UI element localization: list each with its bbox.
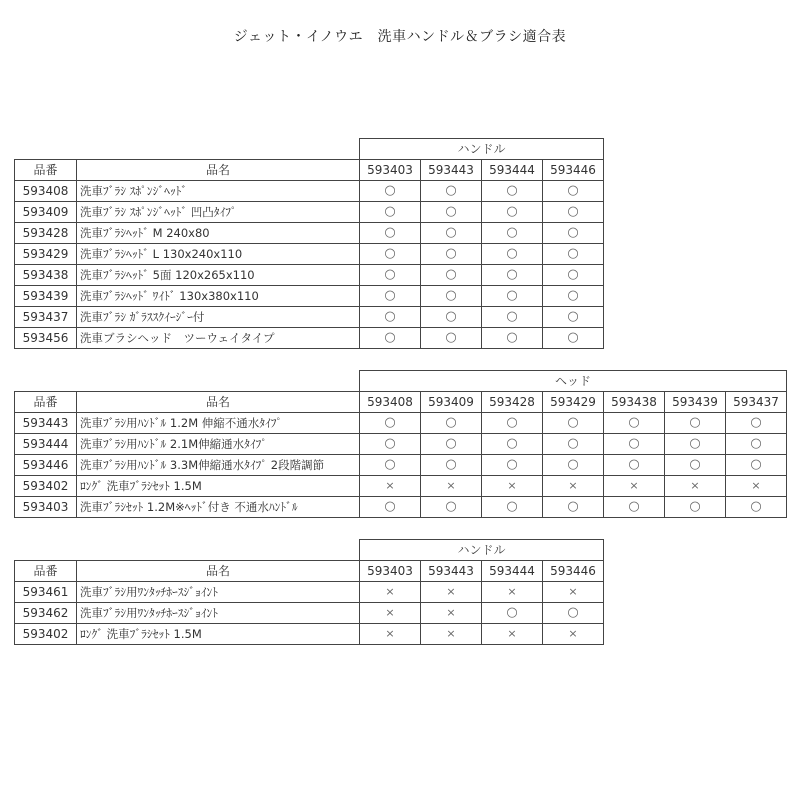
- table-row: [15, 476, 787, 497]
- compat-mark: ○: [543, 603, 604, 624]
- part-no: 593446: [15, 455, 77, 476]
- part-no: 593402: [15, 476, 77, 497]
- column-header-code: 593446: [543, 561, 604, 582]
- compat-mark: ○: [543, 307, 604, 328]
- compat-mark: ○: [482, 223, 543, 244]
- compat-mark: ○: [421, 497, 482, 518]
- compat-mark: ○: [360, 244, 421, 265]
- column-header-code: 593444: [482, 561, 543, 582]
- compat-mark: ×: [360, 582, 421, 603]
- column-header-code: 593443: [421, 561, 482, 582]
- compat-mark: ○: [482, 265, 543, 286]
- compat-mark: ○: [665, 497, 726, 518]
- compat-mark: ○: [482, 603, 543, 624]
- compat-mark: ○: [543, 223, 604, 244]
- product-name: 洗車ﾌﾞﾗｼ用ﾊﾝﾄﾞﾙ 3.3M伸縮通水ﾀｲﾌﾟ 2段階調節: [77, 455, 360, 476]
- column-header-part-no: 品番: [15, 561, 77, 582]
- column-header-code: 593446: [543, 160, 604, 181]
- compat-mark: ○: [482, 244, 543, 265]
- compat-mark: ○: [665, 413, 726, 434]
- table-row: [15, 582, 604, 603]
- compat-table-handles-vs-heads: [14, 370, 787, 518]
- product-name: 洗車ﾌﾞﾗｼ用ﾜﾝﾀｯﾁﾎｰｽｼﾞｮｲﾝﾄ: [77, 603, 360, 624]
- column-header-name: 品名: [77, 160, 360, 181]
- product-name: 洗車ﾌﾞﾗｼ用ﾜﾝﾀｯﾁﾎｰｽｼﾞｮｲﾝﾄ: [77, 582, 360, 603]
- compat-mark: ○: [604, 497, 665, 518]
- compat-mark: ○: [421, 223, 482, 244]
- compat-mark: ○: [726, 413, 787, 434]
- column-header-code: 593439: [665, 392, 726, 413]
- part-no: 593443: [15, 413, 77, 434]
- compat-mark: ○: [421, 181, 482, 202]
- compat-mark: ○: [360, 307, 421, 328]
- product-name: 洗車ﾌﾞﾗｼﾍｯﾄﾞ ﾜｲﾄﾞ 130x380x110: [77, 286, 360, 307]
- compat-mark: ○: [604, 455, 665, 476]
- table-row: [15, 181, 604, 202]
- column-header-code: 593409: [421, 392, 482, 413]
- part-no: 593438: [15, 265, 77, 286]
- compat-mark: ○: [421, 328, 482, 349]
- compat-mark: ×: [482, 476, 543, 497]
- compat-mark: ○: [360, 413, 421, 434]
- column-header-code: 593437: [726, 392, 787, 413]
- compat-mark: ×: [543, 582, 604, 603]
- compat-mark: ○: [543, 265, 604, 286]
- column-header-code: 593408: [360, 392, 421, 413]
- compat-mark: ○: [665, 434, 726, 455]
- product-name: 洗車ﾌﾞﾗｼ用ﾊﾝﾄﾞﾙ 1.2M 伸縮不通水ﾀｲﾌﾟ: [77, 413, 360, 434]
- product-name: 洗車ﾌﾞﾗｼﾍｯﾄﾞ M 240x80: [77, 223, 360, 244]
- compat-mark: ○: [482, 202, 543, 223]
- table-row: [15, 434, 787, 455]
- compat-mark: ×: [360, 603, 421, 624]
- column-header-part-no: 品番: [15, 392, 77, 413]
- column-header-code: 593438: [604, 392, 665, 413]
- part-no: 593456: [15, 328, 77, 349]
- column-header-part-no: 品番: [15, 160, 77, 181]
- table-row: [15, 328, 604, 349]
- compat-mark: ○: [482, 181, 543, 202]
- compat-mark: ○: [421, 202, 482, 223]
- part-no: 593409: [15, 202, 77, 223]
- compat-mark: ○: [482, 328, 543, 349]
- compat-mark: ×: [543, 476, 604, 497]
- compat-mark: ×: [421, 603, 482, 624]
- compat-mark: ○: [543, 434, 604, 455]
- table-row: [15, 624, 604, 645]
- compat-mark: ○: [421, 286, 482, 307]
- compat-table-heads-vs-handles: [14, 138, 604, 349]
- compat-mark: ○: [421, 307, 482, 328]
- compat-mark: ×: [360, 476, 421, 497]
- compat-mark: ○: [482, 307, 543, 328]
- product-name: 洗車ﾌﾞﾗｼ用ﾊﾝﾄﾞﾙ 2.1M伸縮通水ﾀｲﾌﾟ: [77, 434, 360, 455]
- part-no: 593429: [15, 244, 77, 265]
- product-name: 洗車ブラシヘッド ツーウェイタイプ: [77, 328, 360, 349]
- compat-mark: ○: [360, 497, 421, 518]
- part-no: 593403: [15, 497, 77, 518]
- compat-mark: ×: [665, 476, 726, 497]
- compat-mark: ○: [421, 455, 482, 476]
- part-no: 593439: [15, 286, 77, 307]
- compat-mark: ○: [543, 202, 604, 223]
- table-row: [15, 307, 604, 328]
- compat-mark: ○: [665, 455, 726, 476]
- part-no: 593402: [15, 624, 77, 645]
- compat-mark: ○: [421, 244, 482, 265]
- compat-mark: ○: [604, 413, 665, 434]
- compat-mark: ○: [482, 455, 543, 476]
- page-title: ジェット・イノウエ 洗車ハンドル＆ブラシ適合表: [233, 29, 567, 45]
- product-name: ﾛﾝｸﾞ 洗車ﾌﾞﾗｼｾｯﾄ 1.5M: [77, 476, 360, 497]
- compat-mark: ○: [543, 328, 604, 349]
- table-row: [15, 223, 604, 244]
- product-name: 洗車ﾌﾞﾗｼ ｽﾎﾟﾝｼﾞﾍｯﾄﾞ 凹凸ﾀｲﾌﾟ: [77, 202, 360, 223]
- part-no: 593462: [15, 603, 77, 624]
- product-name: 洗車ﾌﾞﾗｼ ｽﾎﾟﾝｼﾞﾍｯﾄﾞ: [77, 181, 360, 202]
- compat-mark: ○: [482, 413, 543, 434]
- compat-mark: ×: [421, 582, 482, 603]
- compat-mark: ○: [360, 223, 421, 244]
- compat-mark: ○: [726, 455, 787, 476]
- column-header-code: 593428: [482, 392, 543, 413]
- compat-mark: ○: [360, 434, 421, 455]
- compat-mark: ×: [604, 476, 665, 497]
- compat-mark: ×: [543, 624, 604, 645]
- compat-mark: ○: [360, 265, 421, 286]
- compat-mark: ○: [482, 497, 543, 518]
- compat-mark: ○: [482, 286, 543, 307]
- compat-mark: ×: [360, 624, 421, 645]
- group-header: ハンドル: [360, 540, 604, 561]
- compat-mark: ○: [604, 434, 665, 455]
- compat-mark: ○: [421, 434, 482, 455]
- table-row: [15, 455, 787, 476]
- compat-mark: ○: [421, 413, 482, 434]
- compat-mark: ○: [543, 286, 604, 307]
- column-header-code: 593444: [482, 160, 543, 181]
- table-row: [15, 202, 604, 223]
- compat-mark: ○: [543, 413, 604, 434]
- compat-mark: ○: [543, 181, 604, 202]
- product-name: 洗車ﾌﾞﾗｼﾍｯﾄﾞ 5面 120x265x110: [77, 265, 360, 286]
- part-no: 593437: [15, 307, 77, 328]
- table-row: [15, 413, 787, 434]
- compat-mark: ×: [421, 476, 482, 497]
- product-name: ﾛﾝｸﾞ 洗車ﾌﾞﾗｼｾｯﾄ 1.5M: [77, 624, 360, 645]
- column-header-code: 593443: [421, 160, 482, 181]
- compat-mark: ○: [543, 244, 604, 265]
- product-name: 洗車ﾌﾞﾗｼﾍｯﾄﾞ L 130x240x110: [77, 244, 360, 265]
- table-row: [15, 286, 604, 307]
- table-row: [15, 244, 604, 265]
- group-header: ヘッド: [360, 371, 787, 392]
- compat-mark: ○: [421, 265, 482, 286]
- compat-mark: ○: [543, 497, 604, 518]
- column-header-code: 593403: [360, 561, 421, 582]
- column-header-name: 品名: [77, 392, 360, 413]
- group-header: ハンドル: [360, 139, 604, 160]
- compat-mark: ○: [360, 455, 421, 476]
- compat-mark: ○: [360, 181, 421, 202]
- table-row: [15, 603, 604, 624]
- table-row: [15, 265, 604, 286]
- compat-mark: ×: [482, 624, 543, 645]
- compat-mark: ×: [482, 582, 543, 603]
- column-header-name: 品名: [77, 561, 360, 582]
- product-name: 洗車ﾌﾞﾗｼ ｶﾞﾗｽｽｸｲｰｼﾞｰ付: [77, 307, 360, 328]
- part-no: 593461: [15, 582, 77, 603]
- part-no: 593428: [15, 223, 77, 244]
- compat-mark: ○: [360, 286, 421, 307]
- compat-mark: ○: [726, 497, 787, 518]
- compat-mark: ○: [543, 455, 604, 476]
- part-no: 593444: [15, 434, 77, 455]
- part-no: 593408: [15, 181, 77, 202]
- compat-mark: ×: [726, 476, 787, 497]
- column-header-code: 593403: [360, 160, 421, 181]
- column-header-code: 593429: [543, 392, 604, 413]
- table-row: [15, 497, 787, 518]
- compat-mark: ○: [726, 434, 787, 455]
- compat-mark: ○: [360, 328, 421, 349]
- compat-mark: ×: [421, 624, 482, 645]
- product-name: 洗車ﾌﾞﾗｼｾｯﾄ 1.2M※ﾍｯﾄﾞ付き 不通水ﾊﾝﾄﾞﾙ: [77, 497, 360, 518]
- compat-mark: ○: [360, 202, 421, 223]
- compat-table-joints-vs-handles: [14, 539, 604, 645]
- compat-mark: ○: [482, 434, 543, 455]
